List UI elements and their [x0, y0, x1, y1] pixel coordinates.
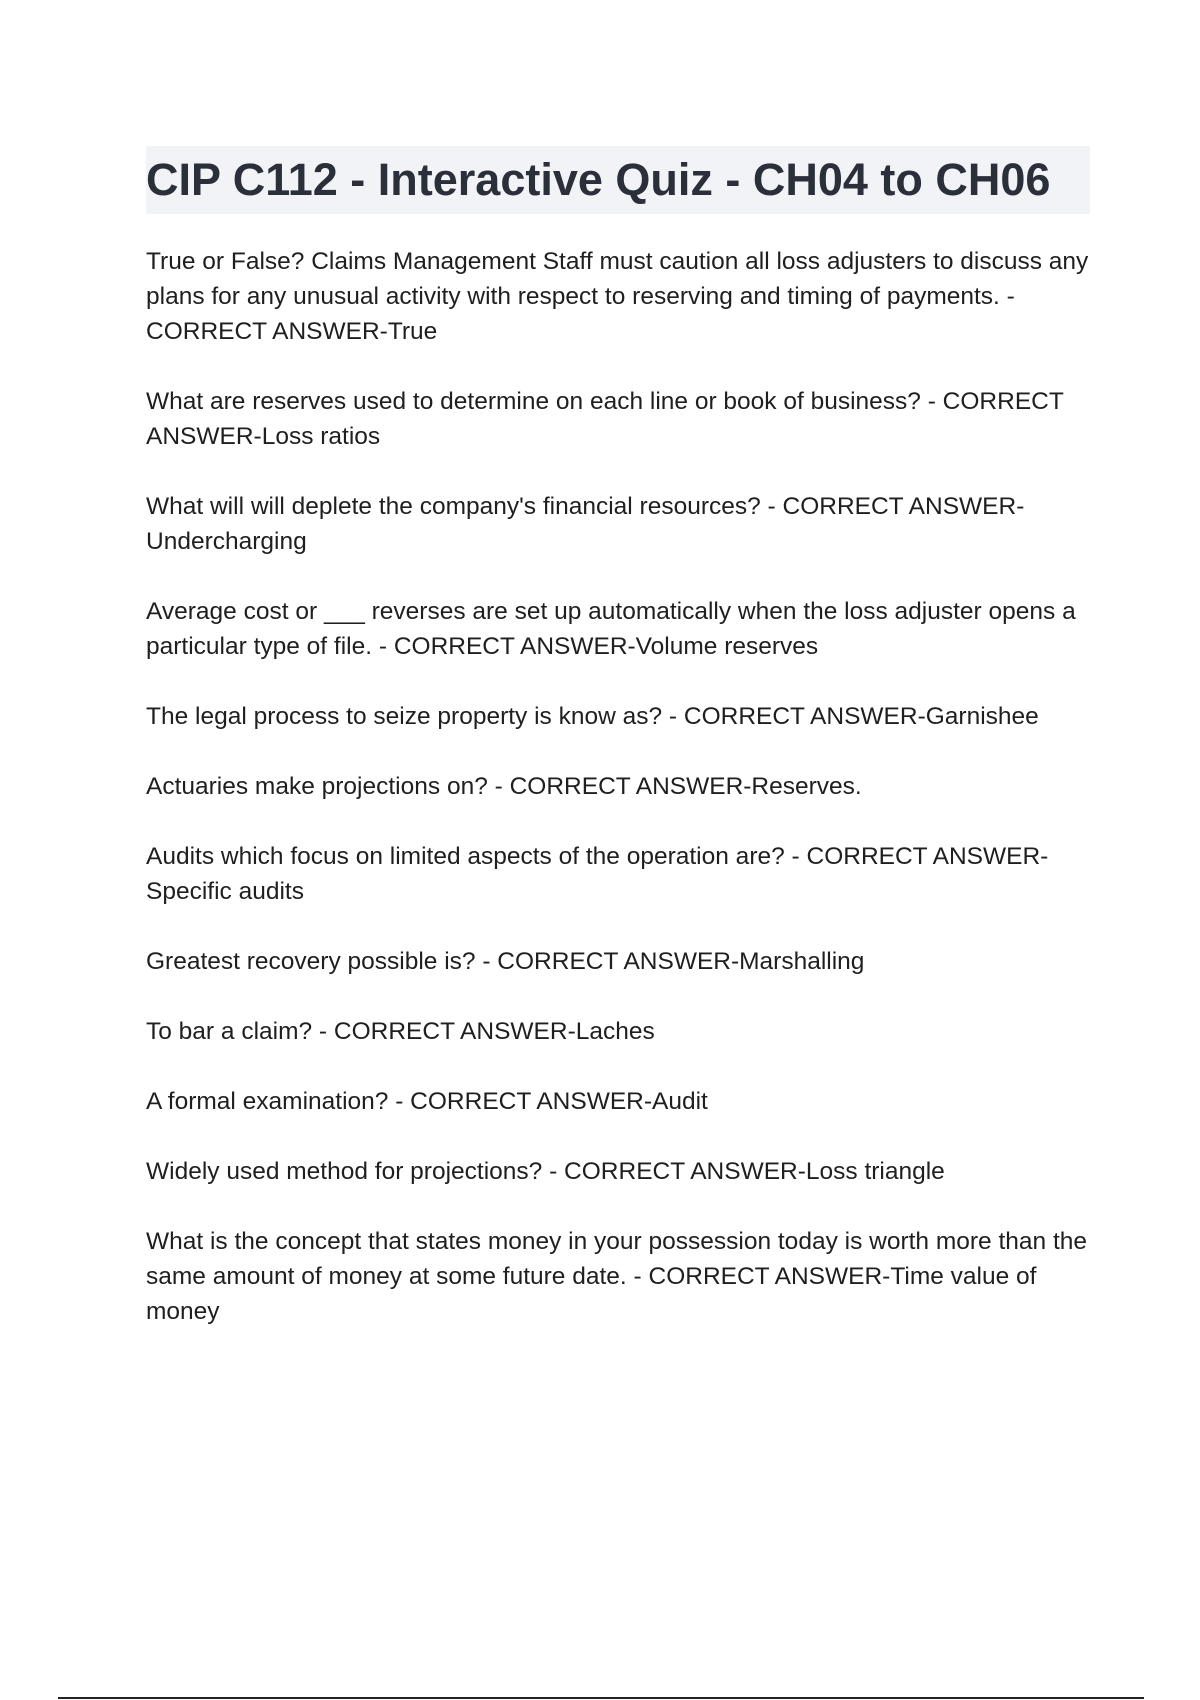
qa-item: The legal process to seize property is know as? - CORRECT ANSWER-Garnishee	[146, 703, 1039, 730]
page-title: CIP C112 - Interactive Quiz - CH04 to CH06	[146, 154, 1051, 205]
qa-item: What are reserves used to determine on each line or book of business? - CORRECT ANSWER-Loss ratios	[146, 388, 1064, 450]
qa-item: Average cost or ___ reverses are set up automatically when the loss adjuster opens a particular type of file. - CORRECT ANSWER-Volume reserves	[146, 598, 1076, 660]
footer-divider	[58, 1697, 1144, 1699]
question-answer-list	[146, 244, 1090, 1364]
qa-item: Audits which focus on limited aspects of the operation are? - CORRECT ANSWER-Specific audits	[146, 843, 1049, 905]
qa-item: True or False? Claims Management Staff must caution all loss adjusters to discuss any plans for any unusual activity with respect to reserving and timing of payments. - CORRECT ANSWER-True	[146, 248, 1089, 345]
qa-item: What is the concept that states money in your possession today is worth more than the same amount of money at some future date. - CORRECT ANSWER-Time value of money	[146, 1228, 1088, 1325]
qa-item: To bar a claim? - CORRECT ANSWER-Laches	[146, 1018, 655, 1045]
qa-item: A formal examination? - CORRECT ANSWER-Audit	[146, 1088, 708, 1115]
qa-item: Greatest recovery possible is? - CORRECT ANSWER-Marshalling	[146, 948, 865, 975]
qa-item: What will will deplete the company's financial resources? - CORRECT ANSWER-Undercharging	[146, 493, 1025, 555]
qa-item: Widely used method for projections? - CORRECT ANSWER-Loss triangle	[146, 1158, 945, 1185]
qa-item: Actuaries make projections on? - CORRECT ANSWER-Reserves.	[146, 773, 862, 800]
